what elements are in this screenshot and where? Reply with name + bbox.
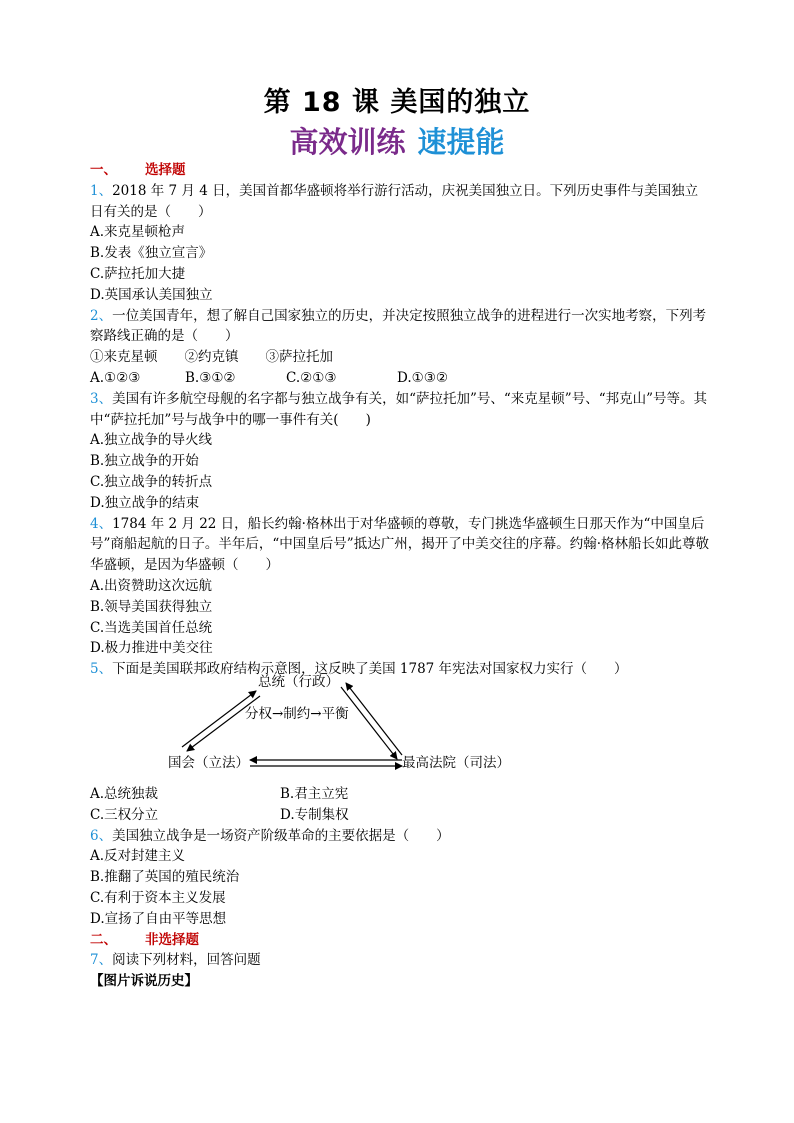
section-number: 二、 (90, 931, 117, 948)
option: C.独立战争的转折点 (90, 473, 213, 490)
option: D.宣扬了自由平等思想 (90, 910, 227, 927)
diagram-center-label: 分权→制约→平衡 (245, 705, 349, 722)
option: B.领导美国获得独立 (90, 598, 213, 615)
option: C.三权分立 (90, 806, 159, 823)
option: A.独立战争的导火线 (90, 432, 213, 449)
option: B.③①② (185, 369, 236, 386)
option: B.发表《独立宣言》 (90, 245, 213, 262)
question-5-options-row-1 (90, 784, 710, 805)
question-number: 6、 (90, 827, 113, 844)
option: B.推翻了英国的殖民统治 (90, 869, 240, 886)
question-6-stem (90, 826, 710, 847)
arrow-president-to-court (341, 687, 397, 759)
question-text: 下面是美国联邦政府结构示意图，这反映了美国 1787 年宪法对国家权力实行（ ） (112, 661, 628, 678)
diagram-supreme-court: 最高法院（司法） (402, 754, 510, 771)
option: C.②①③ (286, 369, 337, 386)
question-number: 7、 (90, 952, 113, 969)
question-text: 一位美国青年，想了解自己国家独立的历史，并决定按照独立战争的进程进行一次实地考察，下列考察路线正确的是（ ） (90, 307, 707, 345)
option: C.当选美国首任总统 (90, 619, 213, 636)
diagram-president: 总统（行政） (258, 673, 339, 690)
question-2-places: ①来克星顿 ②约克镇 ③萨拉托加 (90, 349, 333, 366)
option: D.独立战争的结束 (90, 494, 200, 511)
government-structure-diagram (90, 673, 710, 784)
question-number: 3、 (90, 390, 113, 407)
question-7-stem (90, 950, 710, 971)
option: D.①③② (397, 369, 448, 386)
question-text: 1784 年 2 月 22 日，船长约翰·格林出于对华盛顿的尊敬，专门挑选华盛顿生日那天作为“中国皇后号”商船起航的日子。半年后，“中国皇后号”抵达广州，揭开了中美交往的序幕。约翰·格林船长如此尊敬华盛顿，是因为华盛顿（ ） (90, 515, 709, 574)
question-2-stem (90, 306, 710, 348)
question-text: 阅读下列材料，回答问题 (112, 952, 261, 969)
question-number: 4、 (90, 515, 113, 532)
question-text: 美国有许多航空母舰的名字都与独立战争有关，如“萨拉托加”号、“来克星顿”号、“邦克山”号等。其中“萨拉托加”号与战争中的哪一事件有关( ) (90, 390, 708, 428)
question-5-options-row-2 (90, 805, 710, 826)
option: D.英国承认美国独立 (90, 286, 213, 303)
section-number: 一、 (90, 162, 117, 178)
option: B.独立战争的开始 (90, 453, 199, 470)
section-label: 非选择题 (145, 931, 199, 948)
question-number: 1、 (90, 182, 113, 199)
worksheet-content (90, 160, 710, 992)
section-heading-non-choice (90, 930, 710, 951)
question-7-heading: 【图片诉说历史】 (90, 973, 198, 990)
arrow-court-to-president (346, 683, 402, 755)
subtitle-part-2: 速提能 (417, 125, 505, 159)
question-4-stem (90, 514, 710, 576)
option: A.来克星顿枪声 (90, 224, 186, 241)
subtitle-part-1: 高效训练 (289, 125, 406, 159)
section-heading-choice (90, 160, 710, 181)
question-text: 2018 年 7 月 4 日，美国首都华盛顿将举行游行活动，庆祝美国独立日。下列历史事件与美国独立日有关的是（ ） (90, 182, 699, 220)
question-1-stem (90, 181, 710, 223)
question-text: 美国独立战争是一场资产阶级革命的主要依据是（ ） (112, 827, 450, 844)
option: C.有利于资本主义发展 (90, 889, 226, 906)
option: A.出资赞助这次远航 (90, 577, 213, 594)
question-number: 2、 (90, 307, 113, 324)
question-number: 5、 (90, 661, 113, 678)
option: D.极力推进中美交往 (90, 640, 213, 657)
option: A.总统独裁 (90, 785, 159, 802)
page-subtitle (0, 120, 794, 161)
question-2-options (90, 368, 710, 389)
option: A.反对封建主义 (90, 848, 186, 865)
page-title: 第 18 课 美国的独立 (263, 87, 531, 118)
question-5-stem (90, 659, 710, 680)
diagram-congress: 国会（立法） (168, 754, 249, 771)
option: D.专制集权 (280, 806, 349, 823)
section-label: 选择题 (145, 162, 186, 178)
question-3-stem (90, 389, 710, 431)
option: A.①②③ (90, 369, 141, 386)
option: C.萨拉托加大捷 (90, 265, 186, 282)
option: B.君主立宪 (280, 785, 349, 802)
